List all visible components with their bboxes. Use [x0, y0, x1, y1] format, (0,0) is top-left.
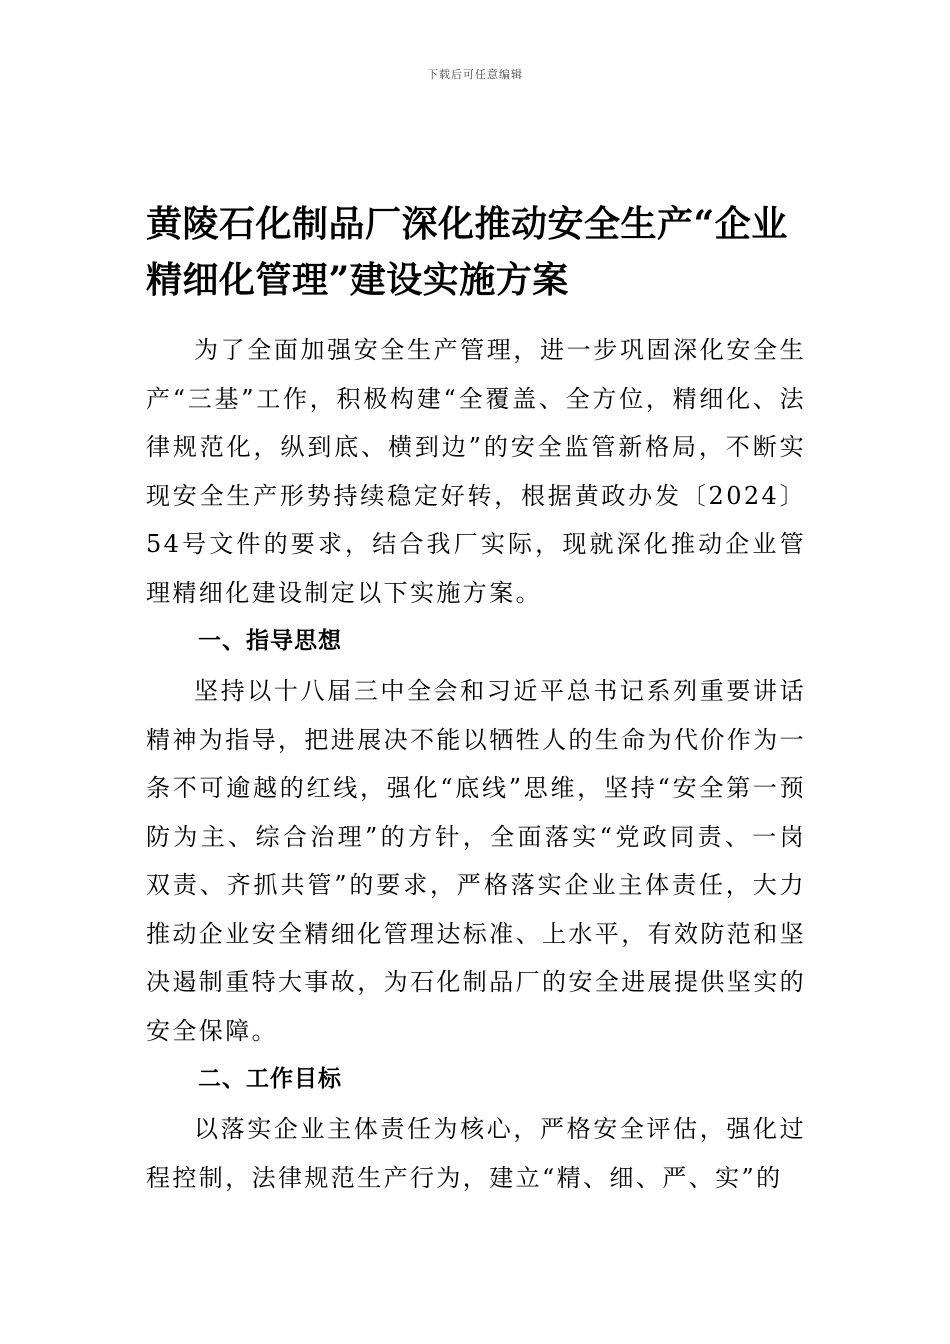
intro-paragraph: 为了全面加强安全生产管理，进一步巩固深化安全生产“三基”工作，积极构建“全覆盖、全方位，精细化、法律规范化，纵到底、横到边”的安全监管新格局，不断实现安全生产形势持续稳定好转，根据黄政办发〔2024〕54号文件的要求，结合我厂实际，现就深化推动企业管理精细化建设制定以下实施方案。 [146, 336, 806, 607]
document-body [146, 326, 806, 1202]
section-heading-work-goals: 二、工作目标 [198, 1066, 342, 1092]
page-header-note: 下载后可任意编辑 [427, 68, 523, 81]
section-heading-guiding-ideology: 一、指导思想 [198, 628, 342, 654]
document-title: 黄陵石化制品厂深化推动安全生产“企业精细化管理”建设实施方案 [146, 203, 788, 301]
section-body-work-goals: 以落实企业主体责任为核心，严格安全评估，强化过程控制，法律规范生产行为，建立“精、细、严、实”的 [146, 1115, 806, 1192]
section-body-guiding-ideology: 坚持以十八届三中全会和习近平总书记系列重要讲话精神为指导，把进展决不能以牺牲人的生命为代价作为一条不可逾越的红线，强化“底线”思维，坚持“安全第一预防为主、综合治理”的方针，全面落实“党政同责、一岗双责、齐抓共管”的要求，严格落实企业主体责任，大力推动企业安全精细化管理达标准、上水平，有效防范和坚决遏制重特大事故，为石化制品厂的安全进展提供坚实的安全保障。 [146, 677, 806, 1045]
